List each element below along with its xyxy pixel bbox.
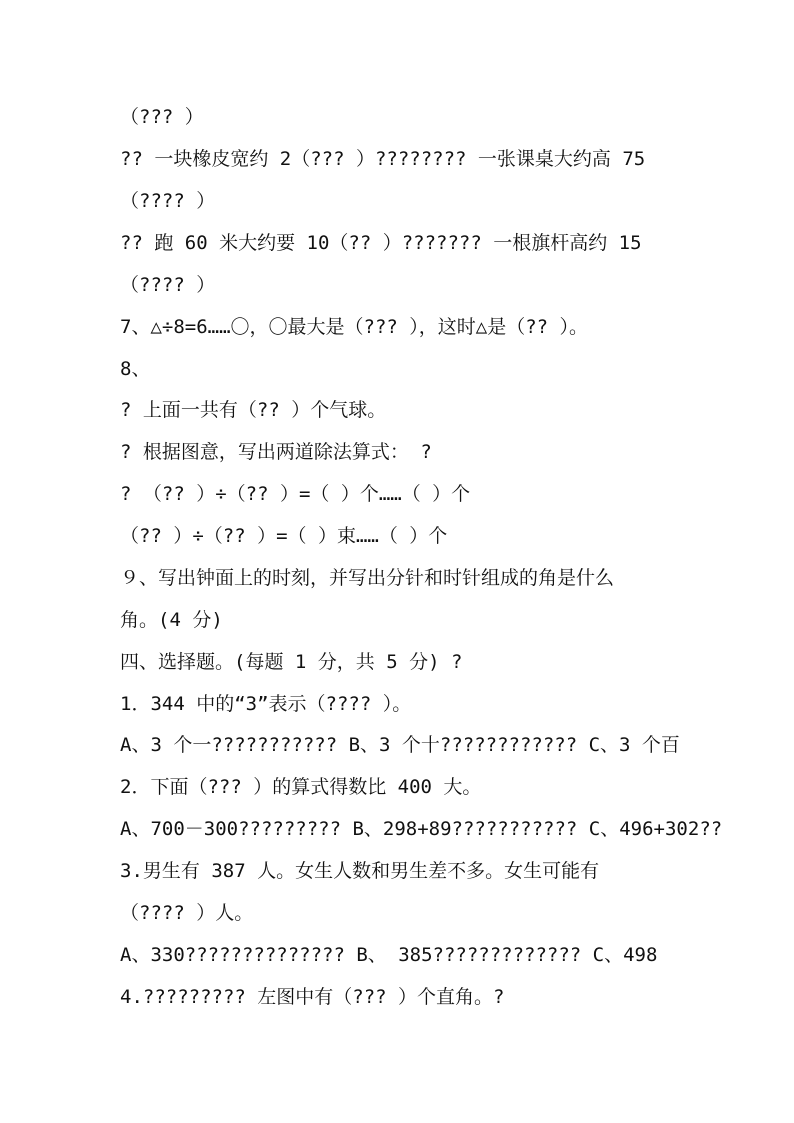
text-line-8: ? 上面一共有（?? ）个气球。 (120, 399, 387, 421)
text-line-7: 8、 (120, 358, 151, 380)
question-1-options: A、3 个一??????????? B、3 个十???????????? C、3 个百 (120, 734, 680, 756)
text-line-3: （???? ） (120, 190, 216, 212)
text-line-1: （??? ） (120, 106, 204, 128)
question-2-options: A、700－300????????? B、298+89??????????? C、496+302?? (120, 818, 723, 840)
question-4: 4.????????? 左图中有（??? ）个直角。? (120, 986, 505, 1008)
question-2: 2．下面（??? ）的算式得数比 400 大。 (120, 776, 482, 798)
text-line-10: ? （?? ）÷（?? ）=（ ）个……（ ）个 (120, 483, 471, 505)
text-line-2: ?? 一块橡皮宽约 2（??? ）???????? 一张课桌大约高 75 (120, 148, 646, 170)
question-3-options: A、330?????????????? B、 385????????????? C、498 (120, 944, 658, 966)
text-line-13: 角。(4 分) (120, 609, 223, 631)
text-line-5: （???? ） (120, 274, 216, 296)
question-1: 1．344 中的“3”表示（???? ）。 (120, 693, 412, 715)
text-line-4: ?? 跑 60 米大约要 10（?? ）??????? 一根旗杆高约 15 (120, 232, 642, 254)
text-line-11: （?? ）÷（?? ）=（ ）束……（ ）个 (120, 525, 448, 547)
text-line-12: ９、写出钟面上的时刻，并写出分针和时针组成的角是什么 (120, 567, 615, 589)
question-3: 3.男生有 387 人。女生人数和男生差不多。女生可能有 (120, 860, 600, 882)
text-line-9: ? 根据图意，写出两道除法算式： ? (120, 441, 432, 463)
question-3-continued: （???? ）人。 (120, 902, 254, 924)
section-heading: 四、选择题。(每题 1 分，共 5 分) ? (120, 651, 463, 673)
text-line-6: 7、△÷8=6……〇，〇最大是（??? ），这时△是（?? ）。 (120, 316, 589, 338)
